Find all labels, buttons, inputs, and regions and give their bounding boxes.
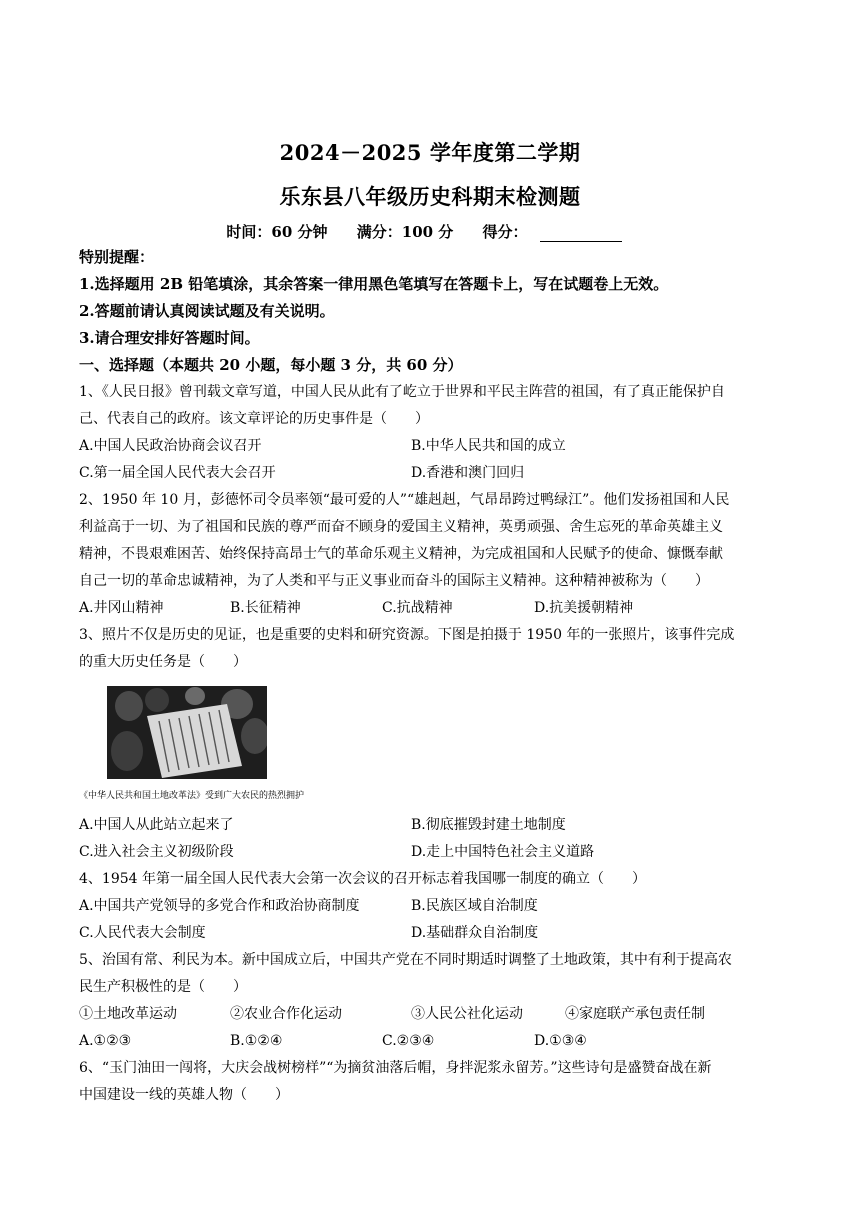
- score-blank: [540, 225, 622, 242]
- q4-option-d: D.基础群众自治制度: [411, 925, 539, 941]
- exam-title-subject: 乐东县八年级历史科期末检测题: [279, 184, 581, 209]
- q5-option-d: D.①③④: [534, 1033, 587, 1049]
- q5-item: ②农业合作化运动: [230, 1006, 342, 1022]
- q5-option-b: B.①②④: [230, 1033, 283, 1049]
- q4-option-b: B.民族区域自治制度: [411, 898, 538, 914]
- q2-option-b: B.长征精神: [230, 600, 301, 616]
- exam-meta: [0, 221, 860, 242]
- reminder-item: 1.选择题用 2B 铅笔填涂，其余答案一律用黑色笔填写在答题卡上，写在试题卷上无效。: [79, 275, 669, 293]
- q2-option-a: A.井冈山精神: [79, 600, 164, 616]
- q5-option-c: C.②③④: [382, 1033, 435, 1049]
- exam-time: 时间：60 分钟: [226, 223, 328, 241]
- question-5-text: 5、治国有常、利民为本。新中国成立后，中国共产党在不同时期适时调整了土地政策，其中有利于提高农: [79, 952, 732, 968]
- question-6-text: 6、“玉门油田一闯将，大庆会战树榜样”“为摘贫油落后帽，身拌泥浆永留芳。”这些诗句是盛赞奋战在新: [79, 1060, 712, 1076]
- question-1-text: 己、代表自己的政府。该文章评论的历史事件是（ ）: [79, 411, 429, 427]
- q1-option-b: B.中华人民共和国的成立: [411, 438, 566, 454]
- q3-option-c: C.进入社会主义初级阶段: [79, 844, 234, 860]
- q1-option-a: A.中国人民政治协商会议召开: [79, 438, 262, 454]
- question-2-text: 2、1950 年 10 月，彭德怀司令员率领“最可爱的人”“雄赳赳，气昂昂跨过鸭绿江”。他们发扬祖国和人民: [79, 492, 730, 508]
- q3-option-b: B.彻底摧毁封建土地制度: [411, 817, 566, 833]
- q5-item: ①土地改革运动: [79, 1006, 177, 1022]
- land-reform-photo: [107, 686, 267, 779]
- question-3-text: 的重大历史任务是（ ）: [79, 654, 247, 670]
- question-2-text: 利益高于一切、为了祖国和民族的尊严而奋不顾身的爱国主义精神，英勇顽强、舍生忘死的革命英雄主义: [79, 519, 723, 535]
- question-1-text: 1、《人民日报》曾刊载文章写道，中国人民从此有了屹立于世界和平民主阵营的祖国，有了真正能保护自: [79, 384, 725, 400]
- question-3-text: 3、照片不仅是历史的见证，也是重要的史料和研究资源。下图是拍摄于 1950 年的一张照片，该事件完成: [79, 627, 735, 643]
- reminder-item: 2.答题前请认真阅读试题及有关说明。: [79, 302, 335, 320]
- q3-option-a: A.中国人从此站立起来了: [79, 817, 234, 833]
- question-2-text: 自己一切的革命忠诚精神，为了人类和平与正义事业而奋斗的国际主义精神。这种精神被称为（ ）: [79, 573, 709, 589]
- q5-item: ③人民公社化运动: [411, 1006, 523, 1022]
- question-2-text: 精神，不畏艰难困苦、始终保持高昂士气的革命乐观主义精神，为完成祖国和人民赋予的使命、慷慨奉献: [79, 546, 723, 562]
- exam-full-score: 满分：100 分: [356, 223, 454, 241]
- reminder-heading: 特别提醒：: [79, 248, 155, 266]
- exam-score-field: [483, 223, 634, 241]
- q4-option-c: C.人民代表大会制度: [79, 925, 206, 941]
- q1-option-d: D.香港和澳门回归: [411, 465, 525, 481]
- question-5-text: 民生产积极性的是（ ）: [79, 979, 247, 995]
- q3-option-d: D.走上中国特色社会主义道路: [411, 844, 595, 860]
- q5-option-a: A.①②③: [79, 1033, 132, 1049]
- reminder-item: 3.请合理安排好答题时间。: [79, 329, 260, 347]
- q4-option-a: A.中国共产党领导的多党合作和政治协商制度: [79, 898, 360, 914]
- question-6-text: 中国建设一线的英雄人物（ ）: [79, 1087, 289, 1103]
- score-label: 得分：: [482, 223, 528, 241]
- q2-option-c: C.抗战精神: [382, 600, 453, 616]
- question-4-text: 4、1954 年第一届全国人民代表大会第一次会议的召开标志着我国哪一制度的确立（ ）: [79, 871, 646, 887]
- section-heading: 一、选择题（本题共 20 小题，每小题 3 分，共 60 分）: [79, 356, 463, 374]
- q1-option-c: C.第一届全国人民代表大会召开: [79, 465, 276, 481]
- exam-title-term: 2024－2025 学年度第二学期: [279, 140, 581, 165]
- q5-item: ④家庭联产承包责任制: [565, 1006, 705, 1022]
- photo-caption: 《中华人民共和国土地改革法》受到广大农民的热烈拥护: [79, 791, 305, 801]
- q2-option-d: D.抗美援朝精神: [534, 600, 634, 616]
